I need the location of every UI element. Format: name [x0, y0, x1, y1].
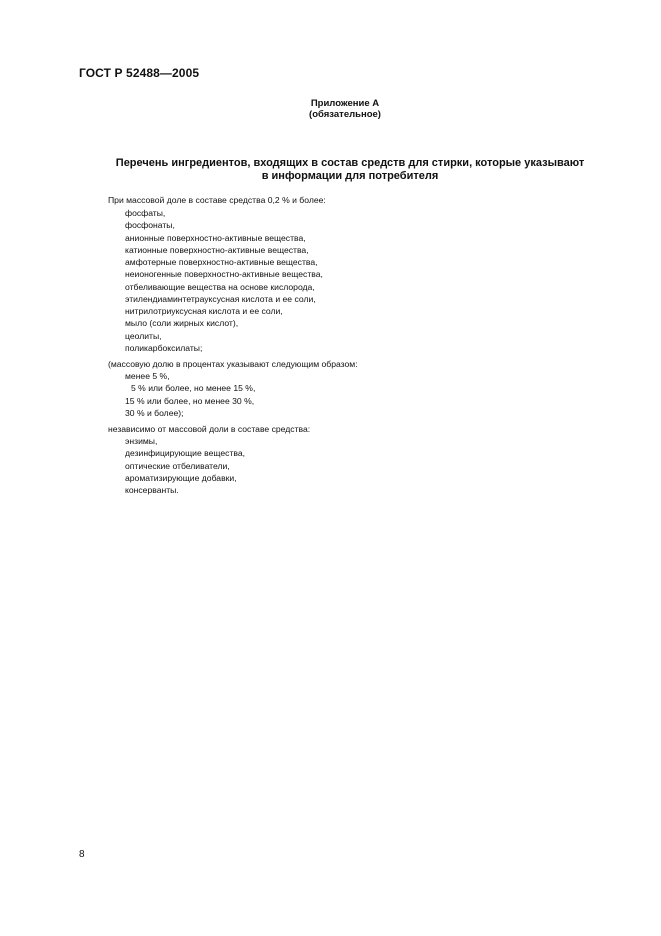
list-item: фосфаты,	[125, 208, 166, 218]
list-item: энзимы,	[125, 436, 158, 446]
section-2-intro: (массовую долю в процентах указывают следующим образом:	[108, 359, 358, 369]
annex-heading	[230, 98, 460, 120]
document-code: ГОСТ Р 52488—2005	[79, 66, 200, 80]
list-item: консерванты.	[125, 485, 179, 495]
list-item: 30 % и более);	[125, 408, 184, 418]
annex-title-line-2: в информации для потребителя	[261, 170, 439, 182]
list-item: амфотерные поверхностно-активные вещества,	[125, 257, 318, 267]
list-item: оптические отбеливатели,	[125, 461, 230, 471]
list-item: мыло (соли жирных кислот),	[125, 318, 239, 328]
list-item: 15 % или более, но менее 30 %,	[125, 396, 255, 406]
list-item: отбеливающие вещества на основе кислорода,	[125, 282, 315, 292]
section-3-intro: независимо от массовой доли в составе средства:	[108, 424, 311, 434]
list-item: цеолиты,	[125, 331, 162, 341]
list-item: дезинфицирующие вещества,	[125, 448, 246, 458]
section-1-intro: При массовой доле в составе средства 0,2 % и более:	[108, 195, 326, 205]
list-item: поликарбоксилаты;	[125, 343, 203, 353]
list-item: ароматизирующие добавки,	[125, 473, 237, 483]
list-item: 5 % или более, но менее 15 %,	[131, 383, 256, 393]
annex-label: Приложение А	[310, 98, 380, 109]
list-item: неионогенные поверхностно-активные вещества,	[125, 269, 323, 279]
page-number: 8	[79, 849, 85, 860]
list-item: катионные поверхностно-активные вещества,	[125, 245, 309, 255]
annex-title-line-1: Перечень ингредиентов, входящих в состав средств для стирки, которые указывают	[115, 157, 585, 169]
list-item: нитрилотриуксусная кислота и ее соли,	[125, 306, 283, 316]
list-item: этилендиаминтетрауксусная кислота и ее соли,	[125, 294, 316, 304]
list-item: анионные поверхностно-активные вещества,	[125, 233, 306, 243]
annex-status: (обязательное)	[309, 109, 381, 120]
list-item: менее 5 %,	[125, 371, 170, 381]
list-item: фосфонаты,	[125, 220, 175, 230]
annex-title	[90, 157, 610, 183]
